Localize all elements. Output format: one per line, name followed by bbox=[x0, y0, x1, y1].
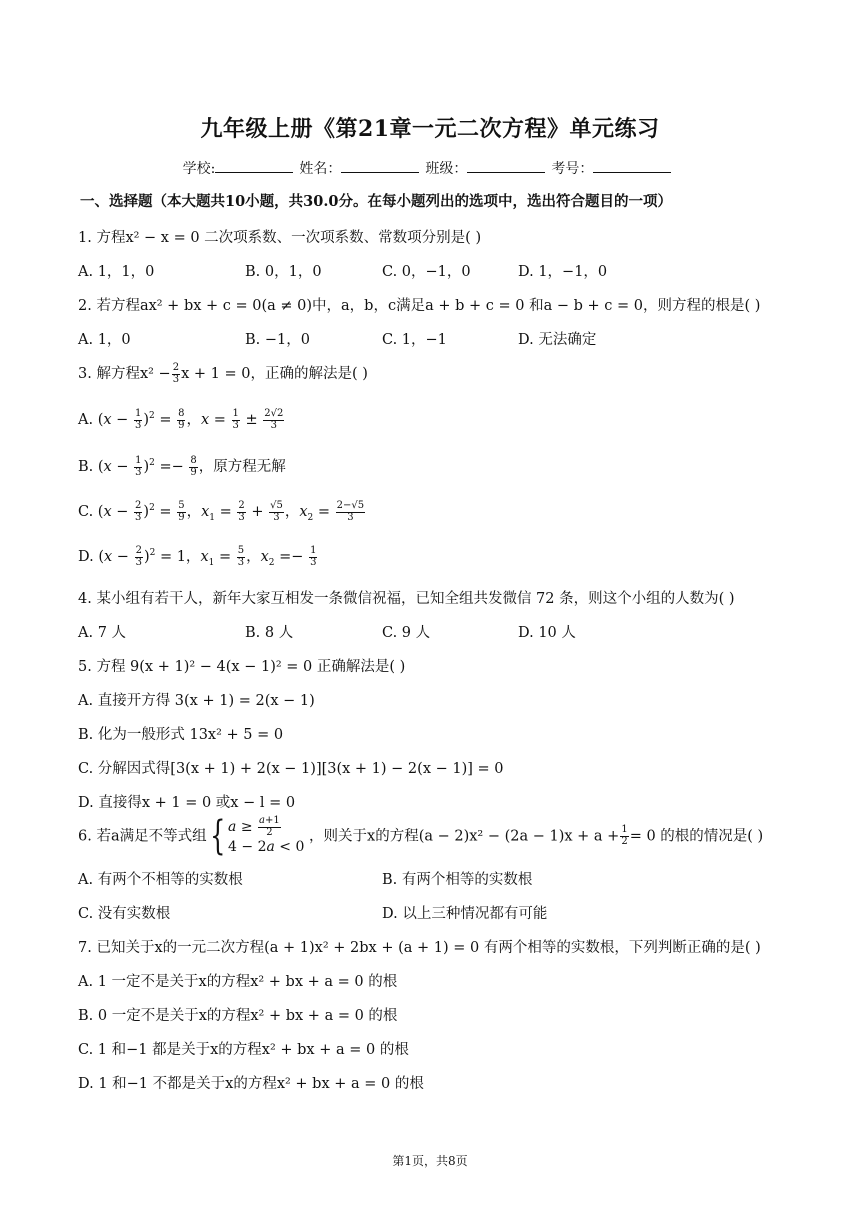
q6-option-a[interactable]: A. 有两个不相等的实数根 bbox=[78, 872, 243, 888]
inequality-system: a ≥ $\frac{a+1}{2}$ 4 − 2a < 0 bbox=[228, 815, 305, 855]
q5-option-c[interactable]: C. 分解因式得[3(x + 1) + 2(x − 1)][3(x + 1) − 2(x − 1)] = 0 bbox=[78, 761, 504, 777]
q1-stem: 1. 方程x² − x = 0 二次项系数、一次项系数、常数项分别是( ) bbox=[78, 230, 482, 246]
q7-option-d[interactable]: D. 1 和−1 不都是关于x的方程x² + bx + a = 0 的根 bbox=[78, 1076, 424, 1092]
q3-frac: $\frac{2}{3}$ bbox=[172, 362, 180, 385]
q2-option-a[interactable]: A. 1，0 bbox=[78, 332, 131, 348]
q3-option-c[interactable]: C. (x − $\frac{2}{3}$ )$^2$ = $\frac{5}{9}$ ，$x_1$ = $\frac{2}{3}$ + $\frac{√5}{3}$ ，$x_2$ = $\frac{2-√5}{3}$ bbox=[78, 500, 365, 523]
school-blank[interactable] bbox=[215, 160, 293, 173]
q5-option-d[interactable]: D. 直接得x + 1 = 0 或x − l = 0 bbox=[78, 795, 296, 811]
q5-option-a[interactable]: A. 直接开方得 3(x + 1) = 2(x − 1) bbox=[78, 693, 315, 709]
q7-option-b[interactable]: B. 0 一定不是关于x的方程x² + bx + a = 0 的根 bbox=[78, 1008, 398, 1024]
q3-stem bbox=[78, 362, 368, 385]
page-footer: 第1页，共8页 bbox=[392, 1154, 468, 1168]
student-info-line bbox=[0, 158, 860, 178]
class-blank[interactable] bbox=[467, 160, 545, 173]
page-title: 九年级上册《第21章一元二次方程》单元练习 bbox=[200, 116, 660, 142]
q3-stem-pre: 3. 解方程x² − bbox=[78, 366, 171, 382]
q3-option-a[interactable]: A. (x − $\frac{1}{3}$ )$^2$ = $\frac{8}{9}$ ，x = $\frac{1}{3}$ ± $\frac{2√2}{3}$ bbox=[78, 408, 284, 431]
exam-no-blank[interactable] bbox=[593, 160, 671, 173]
q3-stem-post: x + 1 = 0，正确的解法是( ) bbox=[181, 366, 368, 382]
q2-option-b[interactable]: B. −1，0 bbox=[245, 332, 310, 348]
q6-option-c[interactable]: C. 没有实数根 bbox=[78, 906, 171, 922]
q6-option-b[interactable]: B. 有两个相等的实数根 bbox=[382, 872, 533, 888]
q2-stem: 2. 若方程ax² + bx + c = 0(a ≠ 0)中，a，b，c满足a + b + c = 0 和a − b + c = 0，则方程的根是( ) bbox=[78, 298, 761, 314]
q5-stem: 5. 方程 9(x + 1)² − 4(x − 1)² = 0 正确解法是( ) bbox=[78, 659, 406, 675]
exam-no-label: 考号： bbox=[551, 161, 594, 177]
q2-option-c[interactable]: C. 1，−1 bbox=[382, 332, 447, 348]
q1-option-d[interactable]: D. 1，−1，0 bbox=[518, 264, 608, 280]
q1-option-c[interactable]: C. 0，−1，0 bbox=[382, 264, 471, 280]
brace-icon: { bbox=[209, 813, 225, 860]
q7-option-c[interactable]: C. 1 和−1 都是关于x的方程x² + bx + a = 0 的根 bbox=[78, 1042, 409, 1058]
q7-option-a[interactable]: A. 1 一定不是关于x的方程x² + bx + a = 0 的根 bbox=[78, 974, 398, 990]
q6-stem: 6. 若a满足不等式组{ a ≥ $\frac{a+1}{2}$ 4 − 2a < 0 ，则关于x的方程(a − 2)x² − (2a − 1)x + a + $\frac{1}{2}$ = 0 的根的情况是( ) bbox=[78, 813, 764, 860]
name-blank[interactable] bbox=[341, 160, 419, 173]
q4-option-d[interactable]: D. 10 人 bbox=[518, 625, 576, 641]
q7-stem: 7. 已知关于x的一元二次方程(a + 1)x² + 2bx + (a + 1) = 0 有两个相等的实数根，下列判断正确的是( ) bbox=[78, 940, 761, 956]
q5-option-b[interactable]: B. 化为一般形式 13x² + 5 = 0 bbox=[78, 727, 284, 743]
q4-stem: 4. 某小组有若干人，新年大家互相发一条微信祝福，已知全组共发微信 72 条，则这个小组的人数为( ) bbox=[78, 591, 735, 607]
section-heading: 一、选择题（本大题共10小题，共30.0分。在每小题列出的选项中，选出符合题目的一项） bbox=[80, 193, 672, 210]
q3-option-d[interactable]: D. (x − $\frac{2}{3}$ )$^2$ = 1，$x_1$ = $\frac{5}{3}$ ，$x_2$ =− $\frac{1}{3}$ bbox=[78, 545, 317, 568]
q4-option-a[interactable]: A. 7 人 bbox=[78, 625, 127, 641]
name-label: 姓名： bbox=[299, 161, 342, 177]
q1-option-a[interactable]: A. 1，1，0 bbox=[78, 264, 155, 280]
q2-option-d[interactable]: D. 无法确定 bbox=[518, 332, 597, 348]
q4-option-b[interactable]: B. 8 人 bbox=[245, 625, 294, 641]
school-label: 学校: bbox=[182, 161, 216, 177]
q3-option-b[interactable]: B. (x − $\frac{1}{3}$ )$^2$ =− $\frac{8}{9}$ ，原方程无解 bbox=[78, 455, 286, 478]
q6-option-d[interactable]: D. 以上三种情况都有可能 bbox=[382, 906, 548, 922]
q1-option-b[interactable]: B. 0，1，0 bbox=[245, 264, 322, 280]
q4-option-c[interactable]: C. 9 人 bbox=[382, 625, 431, 641]
class-label: 班级： bbox=[425, 161, 468, 177]
